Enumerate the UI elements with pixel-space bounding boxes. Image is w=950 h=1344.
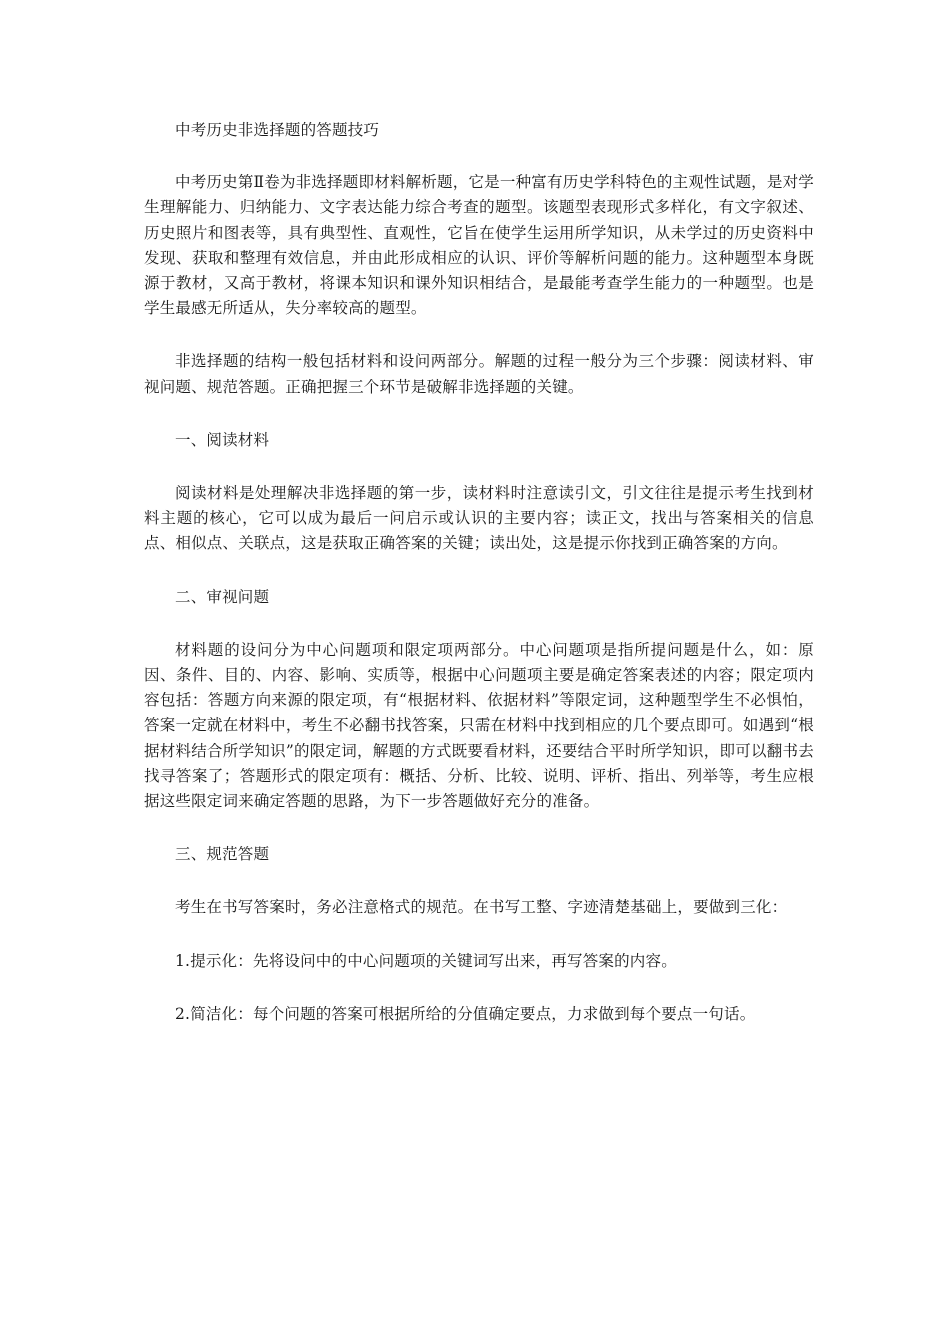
point-item: 1.提示化：先将设问中的中心问题项的关键词写出来，再写答案的内容。 — [175, 951, 677, 970]
section-body-questions: 材料题的设问分为中心问题项和限定项两部分。中心问题项是指所提问题是什么，如：原因、条件、目的、内容、影响、实质等，根据中心问题项主要是确定答案表述的内容；限定项内容包括：答题方向来源的限定项，有“根据材料、依据材料”等限定词，这种题型学生不必惧怕，答案一定就在材料中，考生不必翻书找答案，只需在材料中找到相应的几个要点即可。如遇到“根据材料结合所学知识”的限定词，解题的方式既要看材料，还要结合平时所学知识，即可以翻书去找寻答案了；答题形式的限定项有：概括、分析、比较、说明、评析、指出、列举等，考生应根据这些限定词来确定答题的思路，为下一步答题做好充分的准备。 — [144, 640, 814, 811]
point-item: 2.简洁化：每个问题的答案可根据所给的分值确定要点，力求做到每个要点一句话。 — [175, 1004, 756, 1023]
section-body-answering: 考生在书写答案时，务必注意格式的规范。在书写工整、字迹清楚基础上，要做到三化： — [175, 898, 788, 917]
section-heading-questions: 二、审视问题 — [175, 587, 270, 606]
document-title: 中考历史非选择题的答题技巧 — [175, 121, 380, 139]
intro-paragraph: 中考历史第Ⅱ卷为非选择题即材料解析题，它是一种富有历史学科特色的主观性试题，是对学生理解能力、归纳能力、文字表达能力综合考查的题型。该题型表现形式多样化，有文字叙述、历史照片和图表等，具有典型性、直观性，它旨在使学生运用所学知识，从未学过的历史资料中发现、获取和整理有效信息，并由此形成相应的认识、评价等解析问题的能力。这种题型本身既源于教材，又高于教材，将课本知识和课外知识相结合，是最能考查学生能力的一种题型。也是学生最感无所适从，失分率较高的题型。 — [144, 173, 814, 318]
structure-paragraph: 非选择题的结构一般包括材料和设问两部分。解题的过程一般分为三个步骤：阅读材料、审视问题、规范答题。正确把握三个环节是破解非选择题的关键。 — [144, 352, 814, 396]
section-body-reading: 阅读材料是处理解决非选择题的第一步，读材料时注意读引文，引文往往是提示考生找到材料主题的核心，它可以成为最后一问启示或认识的主要内容；读正文，找出与答案相关的信息点、相似点、关联点，这是获取正确答案的关键；读出处，这是提示你找到正确答案的方向。 — [144, 484, 814, 553]
section-heading-reading: 一、阅读材料 — [175, 430, 270, 449]
section-heading-answering: 三、规范答题 — [175, 845, 270, 864]
document-body — [144, 118, 814, 1027]
